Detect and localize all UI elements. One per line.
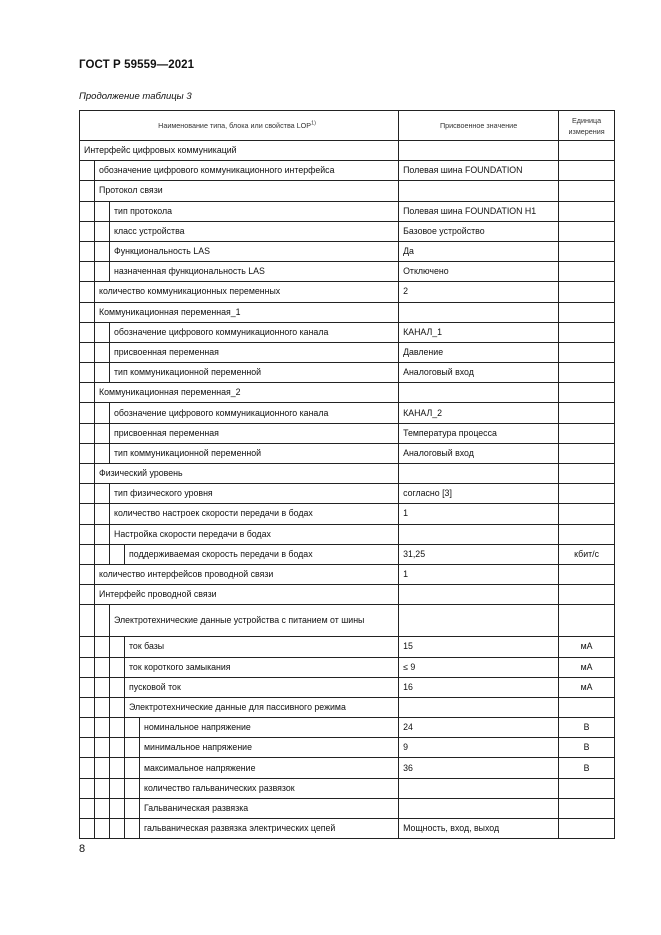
assigned-value	[399, 302, 559, 322]
table-row	[80, 403, 615, 423]
indent-cell	[95, 778, 110, 798]
table-row	[80, 564, 615, 584]
property-name: Функциональность LAS	[110, 241, 399, 261]
table-row	[80, 181, 615, 201]
unit-value: мА	[559, 637, 615, 657]
unit-value	[559, 383, 615, 403]
indent-cell	[80, 403, 95, 423]
unit-value	[559, 504, 615, 524]
assigned-value	[399, 798, 559, 818]
indent-cell	[80, 738, 95, 758]
unit-value	[559, 181, 615, 201]
indent-cell	[95, 443, 110, 463]
property-name: присвоенная переменная	[110, 423, 399, 443]
indent-cell	[110, 697, 125, 717]
table-row	[80, 585, 615, 605]
indent-cell	[80, 657, 95, 677]
indent-cell	[80, 221, 95, 241]
indent-cell	[80, 758, 95, 778]
indent-cell	[95, 605, 110, 637]
table-body	[80, 111, 615, 839]
table-row	[80, 605, 615, 637]
indent-cell	[80, 585, 95, 605]
unit-value: В	[559, 718, 615, 738]
property-name: присвоенная переменная	[110, 342, 399, 362]
unit-value: мА	[559, 657, 615, 677]
header-footnote: 1)	[311, 120, 316, 127]
table-row	[80, 383, 615, 403]
indent-cell	[80, 363, 95, 383]
unit-value	[559, 161, 615, 181]
indent-cell	[80, 241, 95, 261]
property-name: Электротехнические данные устройства с питанием от шины	[110, 605, 399, 637]
assigned-value: согласно [3]	[399, 484, 559, 504]
page-number: 8	[79, 843, 86, 855]
indent-cell	[95, 738, 110, 758]
indent-cell	[95, 423, 110, 443]
property-name: Электротехнические данные для пассивного режима	[125, 697, 399, 717]
indent-cell	[125, 798, 140, 818]
property-name: Настройка скорости передачи в бодах	[110, 524, 399, 544]
assigned-value: 15	[399, 637, 559, 657]
property-name: количество коммуникационных переменных	[95, 282, 399, 302]
indent-cell	[110, 798, 125, 818]
assigned-value: Мощность, вход, выход	[399, 819, 559, 839]
indent-cell	[95, 403, 110, 423]
table-row	[80, 504, 615, 524]
assigned-value	[399, 524, 559, 544]
assigned-value: Температура процесса	[399, 423, 559, 443]
indent-cell	[80, 423, 95, 443]
property-name: обозначение цифрового коммуникационного канала	[110, 322, 399, 342]
table-row	[80, 241, 615, 261]
assigned-value: ≤ 9	[399, 657, 559, 677]
assigned-value: 9	[399, 738, 559, 758]
indent-cell	[95, 758, 110, 778]
indent-cell	[80, 181, 95, 201]
indent-cell	[80, 524, 95, 544]
indent-cell	[80, 637, 95, 657]
table-row	[80, 677, 615, 697]
indent-cell	[110, 819, 125, 839]
indent-cell	[80, 302, 95, 322]
indent-cell	[125, 819, 140, 839]
property-name: Протокол связи	[95, 181, 399, 201]
indent-cell	[95, 544, 110, 564]
unit-value	[559, 262, 615, 282]
indent-cell	[80, 605, 95, 637]
unit-value: мА	[559, 677, 615, 697]
property-name: максимальное напряжение	[140, 758, 399, 778]
unit-value	[559, 363, 615, 383]
unit-value	[559, 403, 615, 423]
unit-value: В	[559, 738, 615, 758]
property-name: ток короткого замыкания	[125, 657, 399, 677]
property-name: количество интерфейсов проводной связи	[95, 564, 399, 584]
assigned-value: Давление	[399, 342, 559, 362]
standard-designation: ГОСТ Р 59559—2021	[79, 59, 195, 71]
table-row	[80, 423, 615, 443]
indent-cell	[80, 798, 95, 818]
indent-cell	[95, 221, 110, 241]
property-name: гальваническая развязка электрических цепей	[140, 819, 399, 839]
indent-cell	[80, 443, 95, 463]
unit-value: В	[559, 758, 615, 778]
indent-cell	[125, 718, 140, 738]
property-name: тип коммуникационной переменной	[110, 443, 399, 463]
indent-cell	[80, 564, 95, 584]
lop-properties-table	[79, 110, 615, 839]
indent-cell	[110, 637, 125, 657]
indent-cell	[95, 819, 110, 839]
unit-value	[559, 819, 615, 839]
table-row	[80, 322, 615, 342]
unit-value	[559, 484, 615, 504]
table-row	[80, 524, 615, 544]
table-row	[80, 342, 615, 362]
assigned-value	[399, 585, 559, 605]
indent-cell	[95, 484, 110, 504]
table-row	[80, 221, 615, 241]
unit-value	[559, 697, 615, 717]
property-name: Интерфейс цифровых коммуникаций	[80, 141, 399, 161]
unit-value	[559, 282, 615, 302]
assigned-value: 1	[399, 564, 559, 584]
property-name: поддерживаемая скорость передачи в бодах	[125, 544, 399, 564]
assigned-value: Полевая шина FOUNDATION H1	[399, 201, 559, 221]
property-name: количество гальванических развязок	[140, 778, 399, 798]
table-row	[80, 161, 615, 181]
assigned-value: 1	[399, 504, 559, 524]
indent-cell	[95, 798, 110, 818]
assigned-value	[399, 141, 559, 161]
indent-cell	[80, 161, 95, 181]
table-row	[80, 778, 615, 798]
unit-value	[559, 342, 615, 362]
indent-cell	[125, 738, 140, 758]
unit-value	[559, 302, 615, 322]
unit-value	[559, 141, 615, 161]
table-row	[80, 302, 615, 322]
indent-cell	[80, 322, 95, 342]
indent-cell	[95, 363, 110, 383]
unit-value: кбит/с	[559, 544, 615, 564]
unit-value	[559, 524, 615, 544]
unit-value	[559, 585, 615, 605]
indent-cell	[125, 778, 140, 798]
indent-cell	[80, 718, 95, 738]
assigned-value	[399, 181, 559, 201]
property-name: обозначение цифрового коммуникационного канала	[110, 403, 399, 423]
indent-cell	[80, 504, 95, 524]
assigned-value: 31,25	[399, 544, 559, 564]
assigned-value	[399, 605, 559, 637]
indent-cell	[80, 778, 95, 798]
table-row	[80, 262, 615, 282]
header-unit: Единица измерения	[559, 111, 615, 141]
assigned-value: КАНАЛ_2	[399, 403, 559, 423]
indent-cell	[80, 464, 95, 484]
indent-cell	[80, 282, 95, 302]
assigned-value: 36	[399, 758, 559, 778]
indent-cell	[95, 637, 110, 657]
assigned-value: Да	[399, 241, 559, 261]
unit-value	[559, 322, 615, 342]
indent-cell	[95, 504, 110, 524]
property-name: Гальваническая развязка	[140, 798, 399, 818]
table-row	[80, 363, 615, 383]
indent-cell	[80, 677, 95, 697]
unit-value	[559, 778, 615, 798]
indent-cell	[110, 544, 125, 564]
property-name: тип коммуникационной переменной	[110, 363, 399, 383]
unit-value	[559, 605, 615, 637]
indent-cell	[80, 201, 95, 221]
table-row	[80, 657, 615, 677]
table-row	[80, 718, 615, 738]
property-name: тип протокола	[110, 201, 399, 221]
indent-cell	[80, 262, 95, 282]
table-row	[80, 637, 615, 657]
indent-cell	[95, 697, 110, 717]
indent-cell	[95, 677, 110, 697]
table-row	[80, 141, 615, 161]
unit-value	[559, 241, 615, 261]
indent-cell	[95, 657, 110, 677]
unit-value	[559, 464, 615, 484]
assigned-value: КАНАЛ_1	[399, 322, 559, 342]
table-row	[80, 697, 615, 717]
indent-cell	[110, 677, 125, 697]
property-name: обозначение цифрового коммуникационного интерфейса	[95, 161, 399, 181]
assigned-value: Базовое устройство	[399, 221, 559, 241]
indent-cell	[80, 819, 95, 839]
assigned-value: 24	[399, 718, 559, 738]
property-name: тип физического уровня	[110, 484, 399, 504]
indent-cell	[80, 383, 95, 403]
indent-cell	[110, 778, 125, 798]
indent-cell	[95, 524, 110, 544]
property-name: назначенная функциональность LAS	[110, 262, 399, 282]
indent-cell	[110, 718, 125, 738]
indent-cell	[95, 262, 110, 282]
table-row	[80, 738, 615, 758]
table-row	[80, 201, 615, 221]
property-name: Физический уровень	[95, 464, 399, 484]
property-name: количество настроек скорости передачи в бодах	[110, 504, 399, 524]
table-row	[80, 758, 615, 778]
header-name	[80, 111, 399, 141]
assigned-value: 2	[399, 282, 559, 302]
indent-cell	[110, 738, 125, 758]
assigned-value: Полевая шина FOUNDATION	[399, 161, 559, 181]
table-row	[80, 484, 615, 504]
assigned-value: Отключено	[399, 262, 559, 282]
assigned-value	[399, 464, 559, 484]
property-name: минимальное напряжение	[140, 738, 399, 758]
unit-value	[559, 564, 615, 584]
property-name: Интерфейс проводной связи	[95, 585, 399, 605]
table-row	[80, 819, 615, 839]
table-row	[80, 464, 615, 484]
indent-cell	[95, 342, 110, 362]
indent-cell	[95, 718, 110, 738]
indent-cell	[125, 758, 140, 778]
table-row	[80, 443, 615, 463]
header-name-text: Наименование типа, блока или свойства LOP	[158, 121, 312, 130]
indent-cell	[110, 657, 125, 677]
indent-cell	[80, 544, 95, 564]
unit-value	[559, 443, 615, 463]
assigned-value	[399, 778, 559, 798]
table-row	[80, 544, 615, 564]
property-name: Коммуникационная переменная_1	[95, 302, 399, 322]
indent-cell	[95, 322, 110, 342]
unit-value	[559, 798, 615, 818]
indent-cell	[95, 201, 110, 221]
table-row	[80, 282, 615, 302]
header-value: Присвоенное значение	[399, 111, 559, 141]
unit-value	[559, 423, 615, 443]
table-header-row	[80, 111, 615, 141]
table-continuation-caption: Продолжение таблицы 3	[79, 91, 192, 102]
indent-cell	[95, 241, 110, 261]
indent-cell	[80, 697, 95, 717]
property-name: пусковой ток	[125, 677, 399, 697]
table-row	[80, 798, 615, 818]
property-name: ток базы	[125, 637, 399, 657]
assigned-value: 16	[399, 677, 559, 697]
assigned-value	[399, 697, 559, 717]
assigned-value: Аналоговый вход	[399, 363, 559, 383]
assigned-value: Аналоговый вход	[399, 443, 559, 463]
property-name: класс устройства	[110, 221, 399, 241]
property-name: номинальное напряжение	[140, 718, 399, 738]
unit-value	[559, 221, 615, 241]
property-name: Коммуникационная переменная_2	[95, 383, 399, 403]
assigned-value	[399, 383, 559, 403]
indent-cell	[80, 484, 95, 504]
indent-cell	[80, 342, 95, 362]
unit-value	[559, 201, 615, 221]
indent-cell	[110, 758, 125, 778]
